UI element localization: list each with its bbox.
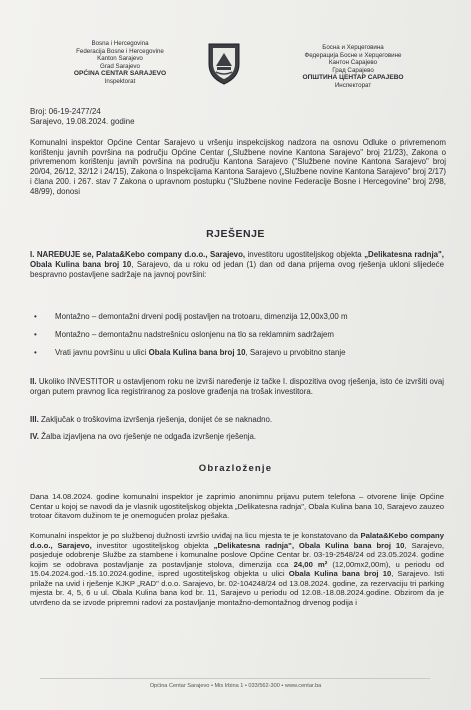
- header-right-line3: Кантон Сарајево: [328, 59, 378, 67]
- bullet-text-1: Montažno – demontažni drveni podij postavljen na trotoaru, dimenzija 12,00x3,00 m: [55, 312, 348, 321]
- document-date: Sarajevo, 19.08.2024. godine: [30, 117, 135, 126]
- obr-p2-area: 24,00 m²: [293, 559, 328, 569]
- obr-p2-text-4: (12,00mx2,00m), u periodu od 15.04.2024.god.-15.10.2024.godine, ispred ugostiteljskog objekta u ulici: [30, 559, 444, 578]
- item-3: [30, 415, 444, 425]
- obr-p2-text-5: , Sarajevo. Isti prilaže na uvid i rješenje KJKP „RAD" d.o.o. Sarajevo, br. 02-104248/24 od 13.08.2024. godine, za rezervaciju tri parking mjesta br. 4, 5, 6 u ul. Obala Kulina bana kod br. 11, Sarajevo u periodu od 12.08.-18.08.2024.godine. Obzirom da je utvrđeno da se izvode pripremni radovi za postavljanje montažno-demontažnog drvenog podija i: [30, 569, 444, 607]
- item-2-text: Ukoliko INVESTITOR u ostavljenom roku ne izvrši naređenje iz tačke I. dispozitiva ovog rješenja, isto će izvršiti ovaj organ putem pravnog lica registriranog za poslove građenja na trošak investitora.: [30, 377, 444, 396]
- item-1: [30, 250, 444, 279]
- obrazlozenje-title: Obrazloženje: [198, 463, 273, 474]
- bullet-3-pre: Vrati javnu površinu u ulici: [55, 348, 147, 357]
- bullet-item-1: [34, 312, 440, 322]
- bullet-text-3: [34, 348, 440, 358]
- footer-contact: Općina Centar Sarajevo • Mis Irbina 1 • 033/562-300 • www.centar.ba: [149, 683, 322, 689]
- header-right: [278, 44, 428, 90]
- header-left-line3: Kanton Sarajevo: [97, 55, 143, 63]
- coat-of-arms-icon: [207, 42, 241, 86]
- header-right-line4: Град Сарајево: [332, 66, 374, 74]
- header-left-institution: OPĆINA CENTAR SARAJEVO: [73, 70, 167, 78]
- item-3-number: III.: [30, 415, 39, 424]
- bullet-dot-icon: •: [34, 312, 37, 321]
- obrazlozenje-paragraph-1: Dana 14.08.2024. godine komunalni inspektor je zaprimio anonimnu prijavu putem telefona – otvorene linije Općine Centar u kojoj se navodi da je vlasnik ugostiteljskog objekta „Delikatesna radnja", Obala Kulina bana 10, Sarajevo zauzeo trotoar čitavom dužinom te je onemogućen prolaz pješaka.: [30, 492, 444, 520]
- header-left-line2: Federacija Bosne i Hercegovine: [76, 47, 164, 55]
- obr-p2-object: „Delikatesna radnja", Obala Kulina bana broj 10: [213, 540, 405, 550]
- document-meta: [30, 107, 135, 127]
- header-right-line2: Федерација Босне и Херцеговине: [304, 51, 402, 59]
- item-2: [30, 377, 444, 397]
- header-left-department: Inspektorat: [104, 77, 136, 85]
- obr-p2-text-2: investitor ugostiteljskog objekta: [96, 540, 209, 550]
- footer-divider: [40, 678, 430, 679]
- bullet-3-post: , Sarajevo u prvobitno stanje: [245, 348, 346, 357]
- bullet-text-2: Montažno – demontažnu nadstrešnicu oslonjenu na tlo sa reklamnim sadržajem: [55, 330, 334, 339]
- item-3-text: Zaključak o troškovima izvršenja rješenja, donijet će se naknadno.: [40, 415, 273, 424]
- obr-p2-text-3: , Sarajevo, posjeduje odobrenje Službe za stambene i komunalne poslove Općine Centar br. 03-19-2548/24 od 23.05.2024. godine kojim se odobrava postavljanje za postavljanje stolova, dimenzija cca: [30, 540, 445, 569]
- item-1-rest: , Sarajevo, da u roku od jedan (1) dan od dana prijema ovog rješenja ukloni slijedeće bespravno postavljene sadržaje na javnoj površini:: [30, 259, 444, 279]
- header-right-institution: ОПШТИНА ЦЕНТАР САРАЈЕВО: [302, 74, 404, 82]
- item-2-number: II.: [30, 377, 37, 386]
- obr-p2-company: Palata&Kebo company d.o.o., Sarajevo,: [30, 531, 445, 550]
- bullet-3-address: Obala Kulina bana broj 10: [148, 348, 246, 357]
- header-left-line4: Grad Sarajevo: [100, 62, 140, 70]
- obr-p2-text-1: Komunalni inspektor je po službenoj dužnosti izvršio uviđaj na licu mjesta te je konstatovano da: [30, 531, 359, 540]
- header-right-department: Инспекторат: [334, 81, 372, 89]
- header-left-line1: Bosna i Hercegovina: [91, 40, 149, 47]
- bullet-dot-icon: •: [34, 348, 37, 357]
- item-1-object: „Delikatesna radnja", Obala Kulina bana broj 10: [30, 250, 444, 269]
- item-4-number: IV.: [30, 432, 39, 441]
- bullet-item-3: [34, 348, 440, 358]
- rjesenje-title: RJEŠENJE: [206, 228, 265, 240]
- bullet-item-2: [34, 330, 440, 340]
- bullet-dot-icon: •: [34, 330, 37, 339]
- document-number: Broj: 06-19-2477/24: [30, 107, 101, 116]
- item-1-number: I. NAREĐUJE se,: [30, 250, 94, 259]
- obrazlozenje-paragraph-2: [30, 531, 444, 607]
- obr-p2-address: Obala Kulina bana broj 10: [288, 569, 392, 578]
- item-1-company: Palata&Kebo company d.o.o., Sarajevo,: [96, 250, 246, 259]
- header-right-line1: Босна и Херцеговина: [322, 44, 384, 51]
- header-left: [36, 40, 204, 86]
- item-4: [30, 432, 444, 442]
- intro-paragraph: Komunalni inspektor Općine Centar Sarajevo u vršenju inspekcijskog nadzora na osnovu Odluke o privremenom korištenju javnih površina na području Općine Centar („Službene novine Kantona Sarajevo" broj 21/23), Zakona o privremenom korištenju javnih površina na području Kantona Sarajevo ("Službene novine Kantona Sarajevo" broj 20/04, 26/12, 32/12 i 24/15), Zakona o Inspekcijama Kantona Sarajevo („Službene novine Kantona Sarajevo" broj 2/17) i člana 200. i 267. stav 7 Zakona o upravnom postupku ("Službene novine Federacije Bosne i Hercegovine" broj 2/98, 48/99), donosi: [30, 138, 447, 196]
- item-1-pre-object: investitoru ugostiteljskog objekta: [247, 250, 362, 259]
- item-4-text: Žalba izjavljena na ovo rješenje ne odgađa izvršenje rješenja.: [41, 432, 257, 441]
